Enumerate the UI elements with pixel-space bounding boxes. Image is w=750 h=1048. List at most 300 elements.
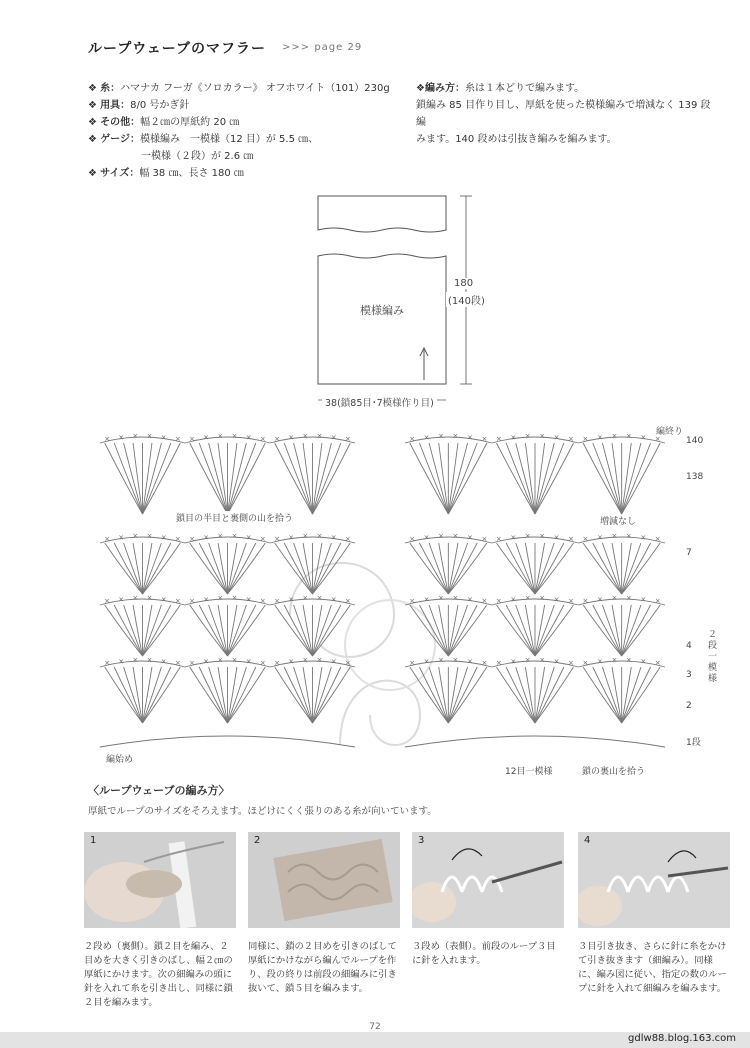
single-crochet-mark: × [625,593,632,602]
loop-stitch [516,543,535,594]
loop-stitch [275,605,313,656]
schematic-rows: (140段) [446,292,487,307]
single-crochet-mark: × [245,533,252,542]
loop-stitch [143,443,181,514]
loop-stitch [199,543,227,594]
single-crochet-mark: × [438,593,444,602]
single-crochet-mark: × [288,595,295,604]
loop-stitch [228,543,266,594]
single-crochet-mark: × [495,659,502,667]
loop-stitch [313,605,341,656]
schematic-pattern-label: 模様編み [360,304,404,317]
single-crochet-mark: × [597,533,603,542]
loop-stitch [535,605,564,656]
loop-stitch [602,605,621,656]
loop-stitch [275,543,313,594]
single-crochet-mark: × [625,431,632,440]
single-crochet-mark: × [288,533,295,542]
single-crochet-mark: × [302,431,309,440]
loop-stitch [516,667,535,723]
chain-arc [185,537,270,543]
loop-stitch [448,667,477,723]
loop-stitch [448,605,467,656]
single-crochet-mark: × [452,431,459,440]
single-crochet-mark: × [654,435,661,443]
single-crochet-mark: × [553,433,560,442]
single-crochet-mark: × [438,655,444,664]
loop-stitch [448,543,477,594]
single-crochet-mark: × [259,535,266,543]
loop-stitch [448,443,467,514]
loop-stitch [535,543,554,594]
loop-stitch [448,605,487,656]
chain-arc [492,599,579,605]
single-crochet-mark: × [132,531,139,540]
loop-stitch [496,667,535,723]
single-crochet-mark: × [568,535,574,543]
single-crochet-mark: × [231,655,238,664]
loop-stitch [105,605,143,656]
howto-heading: 〈ループウェーブの編み方〉 [88,784,230,797]
loop-stitch [313,443,341,514]
info-row-other: ❖ その他：幅２㎝の厚紙約 20 ㎝ [88,117,240,128]
loop-stitch [228,443,247,514]
loop-stitch [143,605,162,656]
single-crochet-mark: × [539,531,546,540]
diamond-bullet-icon: ❖ [88,100,97,111]
step-photo-1 [84,832,236,928]
single-crochet-mark: × [274,435,280,443]
single-crochet-mark: × [409,659,416,667]
loop-stitch [228,543,247,594]
single-crochet-mark: × [146,431,153,440]
label-start: 編始め [106,755,134,765]
single-crochet-mark: × [524,431,531,440]
single-crochet-mark: × [146,531,153,540]
diamond-bullet-icon: ❖ [88,168,97,179]
single-crochet-mark: × [104,659,110,667]
chain-arc [185,661,270,667]
single-crochet-mark: × [344,597,351,605]
loop-stitch [143,543,181,594]
row-label-3: 3 [686,670,692,680]
single-crochet-mark: × [203,433,210,442]
loop-stitch [593,605,622,656]
single-crochet-mark: × [174,659,181,667]
loop-stitch [410,543,449,594]
single-crochet-mark: × [217,655,224,664]
single-crochet-mark: × [104,535,110,543]
loop-stitch [114,543,142,594]
loop-stitch [602,667,621,723]
single-crochet-mark: × [640,657,647,666]
loop-stitch [429,443,448,514]
row-label-4: 4 [686,641,692,651]
loop-stitch [622,543,661,594]
step-1-text: ２段め（裏側）。鎖２目を編み、２目めを大きく引きのばし、幅２㎝の厚紙にかけます。次の細編みの頭に針を入れて糸を引き出し、同様に鎖２目を編みます。 [84,941,233,1008]
single-crochet-mark: × [524,593,531,602]
loop-stitch [429,543,448,594]
single-crochet-mark: × [481,435,488,443]
single-crochet-mark: × [640,595,647,604]
row-label-138: 138 [686,472,704,482]
loop-stitch [506,667,535,723]
loop-stitch [583,443,622,514]
single-crochet-mark: × [423,533,430,542]
loop-stitch [419,667,448,723]
loop-stitch [622,443,661,514]
single-crochet-mark: × [568,597,574,605]
single-crochet-mark: × [231,431,238,440]
single-crochet-mark: × [288,433,295,442]
single-crochet-mark: × [409,535,416,543]
chain-arc [270,661,355,667]
loop-stitch [419,443,448,514]
loop-stitch [228,605,256,656]
single-crochet-mark: × [467,433,473,442]
loop-stitch [228,543,256,594]
single-crochet-mark: × [553,533,560,542]
loop-stitch [313,667,332,723]
loop-stitch [535,443,564,514]
single-crochet-mark: × [467,595,473,604]
step-photo-4 [578,832,730,928]
single-crochet-mark: × [302,531,309,540]
loop-stitch [583,667,622,723]
single-crochet-mark: × [330,657,337,666]
page-reference: >>> page 29 [282,42,363,53]
single-crochet-mark: × [452,531,459,540]
chain-arc [100,537,185,543]
loop-stitch [199,667,227,723]
loop-stitch [294,443,313,514]
single-crochet-mark: × [259,659,266,667]
loop-stitch [209,667,228,723]
single-crochet-mark: × [654,659,661,667]
loop-stitch [535,667,554,723]
single-crochet-mark: × [189,435,195,443]
label-back-bump: 鎖の裏山を拾う [582,767,646,777]
foundation-chain [405,736,665,747]
single-crochet-mark: × [104,597,110,605]
diamond-bullet-icon: ❖ [88,117,97,128]
chain-arc [185,437,270,443]
single-crochet-mark: × [344,435,351,443]
single-crochet-mark: × [524,655,531,664]
howto-subtitle: 厚紙でループのサイズをそろえます。ほどけにくく張りのある糸が向いています。 [88,806,437,817]
loop-stitch [535,667,564,723]
single-crochet-mark: × [174,535,181,543]
single-crochet-mark: × [640,533,647,542]
loop-stitch [313,443,332,514]
loop-stitch [228,605,247,656]
loop-stitch [496,543,535,594]
single-crochet-mark: × [259,435,266,443]
loop-stitch [622,605,651,656]
single-crochet-mark: × [495,435,502,443]
loop-stitch [448,605,477,656]
row-label-7: 7 [686,548,692,558]
loop-stitch [622,667,651,723]
single-crochet-mark: × [510,657,517,666]
loop-stitch [199,605,227,656]
loop-stitch [209,605,228,656]
loop-stitch [105,667,143,723]
single-crochet-mark: × [160,533,167,542]
hand-cardboard-image [84,832,236,928]
single-crochet-mark: × [316,655,323,664]
schematic-length: 180 [454,278,474,289]
single-crochet-mark: × [274,659,280,667]
loop-stitch [143,605,171,656]
loop-stitch [294,667,313,723]
page-title: ループウェーブのマフラー [88,41,267,57]
single-crochet-mark: × [316,593,323,602]
loop-stitch [583,543,622,594]
chain-arc [270,599,355,605]
loop-stitch [602,543,621,594]
single-crochet-mark: × [438,531,444,540]
crochet-chart [90,415,690,760]
single-crochet-mark: × [654,535,661,543]
loop-stitch [583,605,622,656]
single-crochet-mark: × [467,533,473,542]
single-crochet-mark: × [553,595,560,604]
single-crochet-mark: × [423,657,430,666]
label-end: 編終り [656,427,684,437]
single-crochet-mark: × [189,659,195,667]
loop-stitch [535,443,574,514]
single-crochet-mark: × [597,657,603,666]
loop-stitch [228,443,256,514]
loop-stitch [496,605,535,656]
single-crochet-mark: × [104,435,110,443]
single-crochet-mark: × [409,597,416,605]
info-row-gauge-2: 一模様（２段）が 2.6 ㎝ [141,151,254,162]
loop-stitch [622,543,641,594]
single-crochet-mark: × [245,433,252,442]
loop-stitch [622,667,641,723]
single-crochet-mark: × [203,533,210,542]
loop-stitch [114,605,142,656]
row-label-140: 140 [686,436,704,446]
single-crochet-mark: × [259,597,266,605]
loop-stitch [114,443,142,514]
loops-hook-image [412,832,564,928]
chain-arc [100,661,185,667]
step-number: 4 [584,835,591,846]
loop-stitch [506,443,535,514]
loop-stitch [143,667,181,723]
single-crochet-mark: × [274,597,280,605]
loop-stitch [593,443,622,514]
loop-stitch [516,605,535,656]
loop-stitch [419,543,448,594]
loop-stitch [190,443,228,514]
single-crochet-mark: × [316,431,323,440]
single-crochet-mark: × [132,655,139,664]
chain-arc [100,599,185,605]
single-crochet-mark: × [524,531,531,540]
diamond-bullet-icon: ❖ [88,134,97,145]
single-crochet-mark: × [344,659,351,667]
loop-stitch [496,443,535,514]
loop-stitch [124,605,143,656]
loop-stitch [313,443,351,514]
single-crochet-mark: × [481,597,488,605]
loop-stitch [143,443,162,514]
loop-stitch [593,543,622,594]
step-2-text: 同様に、鎖の２目めを引きのばして厚紙にかけながら編んでループを作り、段の終りは前段の細編みに引き抜いて、鎖５目を編みます。 [248,941,397,994]
loop-stitch [228,667,266,723]
single-crochet-mark: × [582,535,589,543]
loop-stitch [535,543,564,594]
loop-stitch [506,605,535,656]
single-crochet-mark: × [217,431,224,440]
loop-stitch [105,443,143,514]
loop-stitch [448,667,467,723]
single-crochet-mark: × [302,593,309,602]
single-crochet-mark: × [539,655,546,664]
single-crochet-mark: × [481,659,488,667]
single-crochet-mark: × [231,593,238,602]
step-photo-3 [412,832,564,928]
single-crochet-mark: × [330,595,337,604]
info-row-yarn: ❖ 糸：ハマナカ フーガ《ソロカラー》 オフホワイト（101）230g [88,83,390,94]
chain-arc [270,437,355,443]
single-crochet-mark: × [582,597,589,605]
loop-stitch [124,667,143,723]
loop-stitch [448,543,467,594]
loop-stitch [284,443,312,514]
page-number: 72 [369,1022,381,1032]
loop-stitch [228,667,256,723]
single-crochet-mark: × [481,535,488,543]
single-crochet-mark: × [288,657,295,666]
single-crochet-mark: × [625,655,632,664]
single-crochet-mark: × [189,535,195,543]
single-crochet-mark: × [582,435,589,443]
single-crochet-mark: × [510,433,517,442]
loop-stitch [313,667,341,723]
loop-stitch [622,543,651,594]
single-crochet-mark: × [160,657,167,666]
single-crochet-mark: × [302,655,309,664]
single-crochet-mark: × [510,533,517,542]
single-crochet-mark: × [568,659,574,667]
single-crochet-mark: × [316,531,323,540]
chain-arc [492,437,579,443]
loop-stitch [275,443,313,514]
loop-stitch [228,443,266,514]
single-crochet-mark: × [510,595,517,604]
loop-stitch [228,667,247,723]
single-crochet-mark: × [245,595,252,604]
loop-stitch [313,605,332,656]
step-number: 2 [254,835,261,846]
single-crochet-mark: × [611,431,618,440]
label-repeat: 12目一模様 [505,767,553,777]
loop-stitch [535,605,574,656]
two-row-repeat-label: ２段一模様 [708,630,718,684]
loop-stitch [516,443,535,514]
single-crochet-mark: × [203,595,210,604]
row-label-1: 1段 [686,738,701,748]
loop-stitch [593,667,622,723]
single-crochet-mark: × [274,535,280,543]
loop-stitch [124,543,143,594]
loop-stitch [622,667,661,723]
loop-stitch [622,443,651,514]
row-label-2: 2 [686,701,692,711]
single-crochet-mark: × [160,433,167,442]
label-no-change: 増減なし [600,517,637,527]
single-crochet-mark: × [217,593,224,602]
single-crochet-mark: × [438,431,444,440]
loop-stitch [284,605,312,656]
loop-stitch [199,443,227,514]
single-crochet-mark: × [495,597,502,605]
loop-stitch [448,667,487,723]
materials-list [88,80,390,182]
loop-stitch [190,605,228,656]
loop-stitch [114,667,142,723]
single-crochet-mark: × [539,593,546,602]
diamond-bullet-icon: ❖ [416,83,425,94]
loop-stitch [105,543,143,594]
chain-arc [185,599,270,605]
chain-arc [405,661,492,667]
chain-arc [100,437,185,443]
loop-stitch [622,605,661,656]
single-crochet-mark: × [118,433,125,442]
single-crochet-mark: × [146,593,153,602]
chain-arc [270,537,355,543]
single-crochet-mark: × [597,433,603,442]
loop-stitch [429,667,448,723]
loop-stitch [143,605,181,656]
chain-arc [405,537,492,543]
single-crochet-mark: × [611,593,618,602]
single-crochet-mark: × [625,531,632,540]
single-crochet-mark: × [654,597,661,605]
chain-arc [578,437,665,443]
single-crochet-mark: × [467,657,473,666]
single-crochet-mark: × [118,657,125,666]
step-number: 1 [90,835,97,846]
single-crochet-mark: × [118,533,125,542]
loop-stitch [448,443,487,514]
loop-stitch [228,605,266,656]
single-crochet-mark: × [189,597,195,605]
loop-stitch [143,667,162,723]
info-row-tools: ❖ 用具：8/0 号かぎ針 [88,100,190,111]
single-crochet-mark: × [231,531,238,540]
loop-stitch [209,543,228,594]
loop-stitch [284,667,312,723]
single-crochet-mark: × [330,433,337,442]
single-crochet-mark: × [423,433,430,442]
schematic-width: 38(鎖85目･7模様作り目) [322,395,437,409]
foundation-chain [100,736,355,747]
single-crochet-mark: × [118,595,125,604]
info-row-gauge: ❖ ゲージ：模様編み 一模様（12 目）が 5.5 ㎝、 [88,134,319,145]
single-crochet-mark: × [217,531,224,540]
step-photo-2 [248,832,400,928]
loop-stitch [535,443,554,514]
loop-stitch [535,543,574,594]
single-crochet-mark: × [423,595,430,604]
